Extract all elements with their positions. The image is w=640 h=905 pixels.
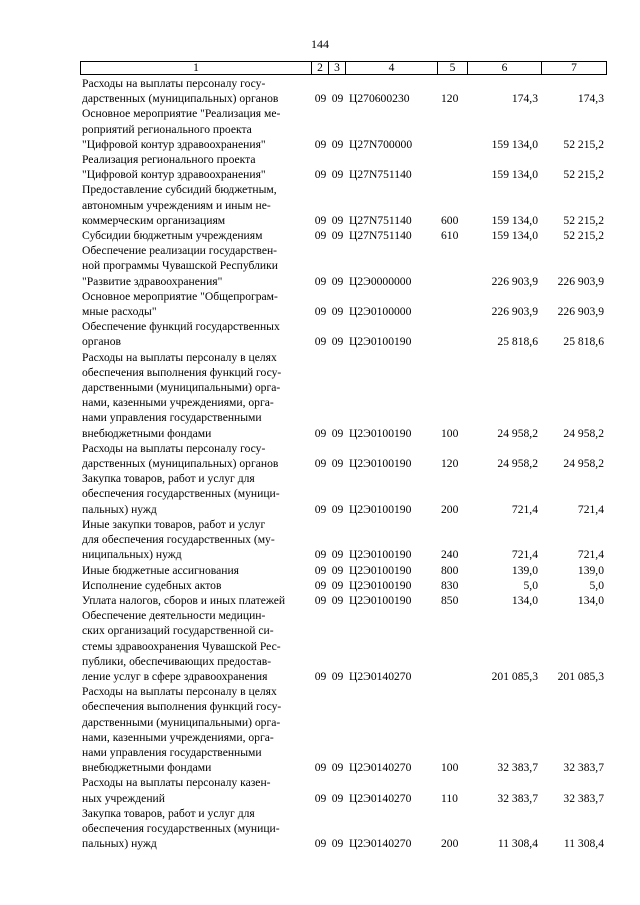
amount-col-6: 226 903,9	[491, 274, 538, 288]
description-line: нами, казенными учреждениями, орга-	[82, 396, 274, 410]
subsection-code: 09	[331, 791, 344, 805]
header-col-3: 3	[329, 62, 346, 75]
target-article-code: Ц2Э0100190	[349, 502, 412, 516]
section-code: 09	[314, 563, 327, 577]
header-col-1: 1	[81, 62, 312, 75]
target-article-code: Ц2Э0100190	[349, 335, 412, 349]
amount-col-6: 226 903,9	[491, 305, 538, 319]
target-article-code: Ц2Э0140270	[349, 837, 412, 851]
description-line: обеспечения выполнения функций госу-	[82, 365, 282, 379]
section-code: 09	[314, 761, 327, 775]
expense-type-code: 850	[441, 593, 459, 607]
target-article-code: Ц27N751140	[349, 168, 412, 182]
section-code: 09	[314, 837, 327, 851]
row-description	[80, 471, 312, 517]
amount-col-7: 139,0	[577, 563, 604, 577]
amount-col-6: 24 958,2	[497, 457, 538, 471]
row-description	[80, 289, 312, 319]
description-line: дарственными (муниципальными) орга-	[82, 715, 281, 729]
row-description	[80, 775, 312, 805]
page-number: 144	[311, 37, 329, 51]
amount-col-7: 52 215,2	[563, 229, 604, 243]
target-article-code: Ц270600230	[349, 92, 410, 106]
section-code: 09	[314, 335, 327, 349]
description-line: Реализация регионального проекта	[82, 153, 256, 167]
amount-col-6: 721,4	[511, 548, 538, 562]
description-line: ских организаций государственной си-	[82, 624, 274, 638]
subsection-code: 09	[331, 837, 344, 851]
section-code: 09	[314, 457, 327, 471]
description-line: Расходы на выплаты персоналу в целях	[82, 350, 277, 364]
row-description	[80, 593, 312, 608]
row-description	[80, 806, 312, 852]
table-row	[80, 775, 606, 805]
table-row	[80, 806, 606, 852]
description-line: "Развитие здравоохранения"	[82, 274, 223, 288]
table-body	[80, 76, 606, 851]
row-description	[80, 563, 312, 578]
header-col-4: 4	[346, 62, 438, 75]
amount-col-6: 159 134,0	[491, 168, 538, 182]
subsection-code: 09	[331, 274, 344, 288]
row-description	[80, 441, 312, 471]
table-row	[80, 243, 606, 289]
subsection-code: 09	[331, 593, 344, 607]
amount-col-6: 159 134,0	[491, 213, 538, 227]
row-description	[80, 350, 312, 441]
amount-col-6: 174,3	[511, 92, 538, 106]
description-line: "Цифровой контур здравоохранения"	[82, 137, 266, 151]
amount-col-6: 24 958,2	[497, 426, 538, 440]
amount-col-7: 134,0	[577, 593, 604, 607]
header-col-2: 2	[312, 62, 329, 75]
description-line: Обеспечение деятельности медицин-	[82, 609, 266, 623]
target-article-code: Ц27N700000	[349, 137, 413, 151]
amount-col-6: 32 383,7	[497, 791, 538, 805]
expense-type-code: 600	[441, 213, 459, 227]
expense-type-code: 800	[441, 563, 459, 577]
description-line: дарственных (муниципальных) органов	[82, 92, 279, 106]
amount-col-7: 201 085,3	[557, 669, 604, 683]
target-article-code: Ц2Э0140270	[349, 669, 412, 683]
subsection-code: 09	[331, 168, 344, 182]
section-code: 09	[314, 426, 327, 440]
description-line: Предоставление субсидий бюджетным,	[82, 183, 277, 197]
section-code: 09	[314, 669, 327, 683]
section-code: 09	[314, 305, 327, 319]
description-line: органов	[82, 335, 121, 349]
target-article-code: Ц2Э0140270	[349, 761, 412, 775]
amount-col-7: 32 383,7	[563, 761, 604, 775]
description-line: коммерческим организациям	[82, 213, 226, 227]
description-line: ление услуг в сфере здравоохранения	[82, 669, 268, 683]
amount-col-6: 5,0	[523, 578, 538, 592]
amount-col-6: 721,4	[511, 502, 538, 516]
subsection-code: 09	[331, 563, 344, 577]
table-header	[80, 61, 607, 75]
description-line: Иные закупки товаров, работ и услуг	[82, 517, 266, 531]
row-description	[80, 243, 312, 289]
subsection-code: 09	[331, 578, 344, 592]
description-line: внебюджетными фондами	[82, 761, 212, 775]
target-article-code: Ц2Э0100190	[349, 593, 412, 607]
description-line: Расходы на выплаты персоналу казен-	[82, 776, 271, 790]
amount-col-6: 25 818,6	[497, 335, 538, 349]
expense-type-code: 200	[441, 502, 459, 516]
amount-col-7: 24 958,2	[563, 426, 604, 440]
table-row	[80, 441, 606, 471]
subsection-code: 09	[331, 335, 344, 349]
description-line: ниципальных) нужд	[82, 548, 182, 562]
expense-type-code: 610	[441, 229, 459, 243]
row-description	[80, 608, 312, 684]
table-row	[80, 593, 606, 608]
section-code: 09	[314, 593, 327, 607]
description-line: Обеспечение функций государственных	[82, 320, 280, 334]
description-line: нами, казенными учреждениями, орга-	[82, 730, 274, 744]
expense-type-code: 100	[441, 761, 459, 775]
subsection-code: 09	[331, 213, 344, 227]
row-description	[80, 517, 312, 563]
description-line: ной программы Чувашской Республики	[82, 259, 278, 273]
description-line: Исполнение судебных актов	[82, 578, 222, 592]
amount-col-7: 721,4	[577, 502, 604, 516]
amount-col-7: 226 903,9	[557, 274, 604, 288]
target-article-code: Ц2Э0100190	[349, 457, 412, 471]
table-row	[80, 350, 606, 441]
description-line: обеспечения выполнения функций госу-	[82, 700, 282, 714]
amount-col-6: 134,0	[511, 593, 538, 607]
expense-type-code: 100	[441, 426, 459, 440]
expense-type-code: 200	[441, 837, 459, 851]
description-line: нами управления государственными	[82, 745, 262, 759]
table-row	[80, 319, 606, 349]
table-row	[80, 106, 606, 152]
target-article-code: Ц2Э0100190	[349, 563, 412, 577]
amount-col-7: 226 903,9	[557, 305, 604, 319]
description-line: Закупка товаров, работ и услуг для	[82, 806, 255, 820]
amount-col-7: 174,3	[577, 92, 604, 106]
table-row	[80, 289, 606, 319]
amount-col-7: 24 958,2	[563, 457, 604, 471]
section-code: 09	[314, 502, 327, 516]
description-line: Субсидии бюджетным учреждениям	[82, 229, 263, 243]
subsection-code: 09	[331, 137, 344, 151]
table-row	[80, 471, 606, 517]
description-line: обеспечения государственных (муници-	[82, 487, 280, 501]
description-line: Уплата налогов, сборов и иных платежей	[82, 593, 286, 607]
target-article-code: Ц2Э0140270	[349, 791, 412, 805]
row-description	[80, 76, 312, 106]
amount-col-6: 11 308,4	[497, 837, 538, 851]
description-line: Иные бюджетные ассигнования	[82, 563, 239, 577]
amount-col-6: 32 383,7	[497, 761, 538, 775]
target-article-code: Ц2Э0100000	[349, 305, 412, 319]
description-line: внебюджетными фондами	[82, 426, 212, 440]
table-row	[80, 517, 606, 563]
amount-col-7: 52 215,2	[563, 168, 604, 182]
description-line: дарственных (муниципальных) органов	[82, 457, 279, 471]
amount-col-6: 159 134,0	[491, 229, 538, 243]
subsection-code: 09	[331, 426, 344, 440]
amount-col-7: 52 215,2	[563, 137, 604, 151]
table-row	[80, 608, 606, 684]
table-row	[80, 182, 606, 228]
amount-col-7: 32 383,7	[563, 791, 604, 805]
subsection-code: 09	[331, 548, 344, 562]
subsection-code: 09	[331, 502, 344, 516]
subsection-code: 09	[331, 229, 344, 243]
description-line: Закупка товаров, работ и услуг для	[82, 472, 255, 486]
description-line: Основное мероприятие "Реализация ме-	[82, 107, 281, 121]
section-code: 09	[314, 168, 327, 182]
description-line: ных учреждений	[82, 791, 165, 805]
row-description	[80, 106, 312, 152]
row-description	[80, 578, 312, 593]
header-col-7: 7	[542, 62, 607, 75]
description-line: мные расходы"	[82, 305, 157, 319]
description-line: стемы здравоохранения Чувашской Рес-	[82, 639, 281, 653]
table-row	[80, 578, 606, 593]
description-line: для обеспечения государственных (му-	[82, 533, 275, 547]
description-line: роприятий регионального проекта	[82, 122, 252, 136]
amount-col-7: 25 818,6	[563, 335, 604, 349]
description-line: пальных) нужд	[82, 837, 157, 851]
subsection-code: 09	[331, 92, 344, 106]
row-description	[80, 182, 312, 228]
description-line: дарственными (муниципальными) орга-	[82, 381, 281, 395]
row-description	[80, 228, 312, 243]
section-code: 09	[314, 229, 327, 243]
amount-col-6: 159 134,0	[491, 137, 538, 151]
subsection-code: 09	[331, 305, 344, 319]
description-line: "Цифровой контур здравоохранения"	[82, 168, 266, 182]
section-code: 09	[314, 137, 327, 151]
row-description	[80, 152, 312, 182]
target-article-code: Ц2Э0100190	[349, 426, 412, 440]
expense-type-code: 110	[441, 791, 458, 805]
section-code: 09	[314, 578, 327, 592]
subsection-code: 09	[331, 457, 344, 471]
expense-type-code: 240	[441, 548, 459, 562]
header-col-5: 5	[438, 62, 468, 75]
row-description	[80, 684, 312, 775]
table-row	[80, 152, 606, 182]
description-line: нами управления государственными	[82, 411, 262, 425]
target-article-code: Ц27N751140	[349, 213, 412, 227]
amount-col-6: 139,0	[511, 563, 538, 577]
description-line: Расходы на выплаты персоналу госу-	[82, 77, 266, 90]
amount-col-7: 11 308,4	[563, 837, 604, 851]
subsection-code: 09	[331, 669, 344, 683]
table-row	[80, 563, 606, 578]
amount-col-6: 201 085,3	[491, 669, 538, 683]
section-code: 09	[314, 791, 327, 805]
table-row	[80, 684, 606, 775]
section-code: 09	[314, 92, 327, 106]
table-row	[80, 76, 606, 106]
description-line: автономным учреждениям и иным не-	[82, 198, 271, 212]
expense-type-code: 120	[441, 92, 459, 106]
row-description	[80, 319, 312, 349]
amount-col-7: 5,0	[589, 578, 604, 592]
target-article-code: Ц2Э0100190	[349, 548, 412, 562]
target-article-code: Ц27N751140	[349, 229, 412, 243]
description-line: публики, обеспечивающих предостав-	[82, 654, 272, 668]
section-code: 09	[314, 548, 327, 562]
description-line: Расходы на выплаты персоналу госу-	[82, 441, 266, 455]
description-line: пальных) нужд	[82, 502, 157, 516]
section-code: 09	[314, 274, 327, 288]
description-line: Основное мероприятие "Общепрограм-	[82, 289, 278, 303]
expense-type-code: 120	[441, 457, 459, 471]
expense-type-code: 830	[441, 578, 459, 592]
target-article-code: Ц2Э0100190	[349, 578, 412, 592]
subsection-code: 09	[331, 761, 344, 775]
description-line: Обеспечение реализации государствен-	[82, 244, 278, 258]
section-code: 09	[314, 213, 327, 227]
description-line: обеспечения государственных (муници-	[82, 821, 280, 835]
target-article-code: Ц2Э0000000	[349, 274, 412, 288]
header-col-6: 6	[468, 62, 542, 75]
table-row	[80, 228, 606, 243]
amount-col-7: 52 215,2	[563, 213, 604, 227]
amount-col-7: 721,4	[577, 548, 604, 562]
description-line: Расходы на выплаты персоналу в целях	[82, 685, 277, 699]
